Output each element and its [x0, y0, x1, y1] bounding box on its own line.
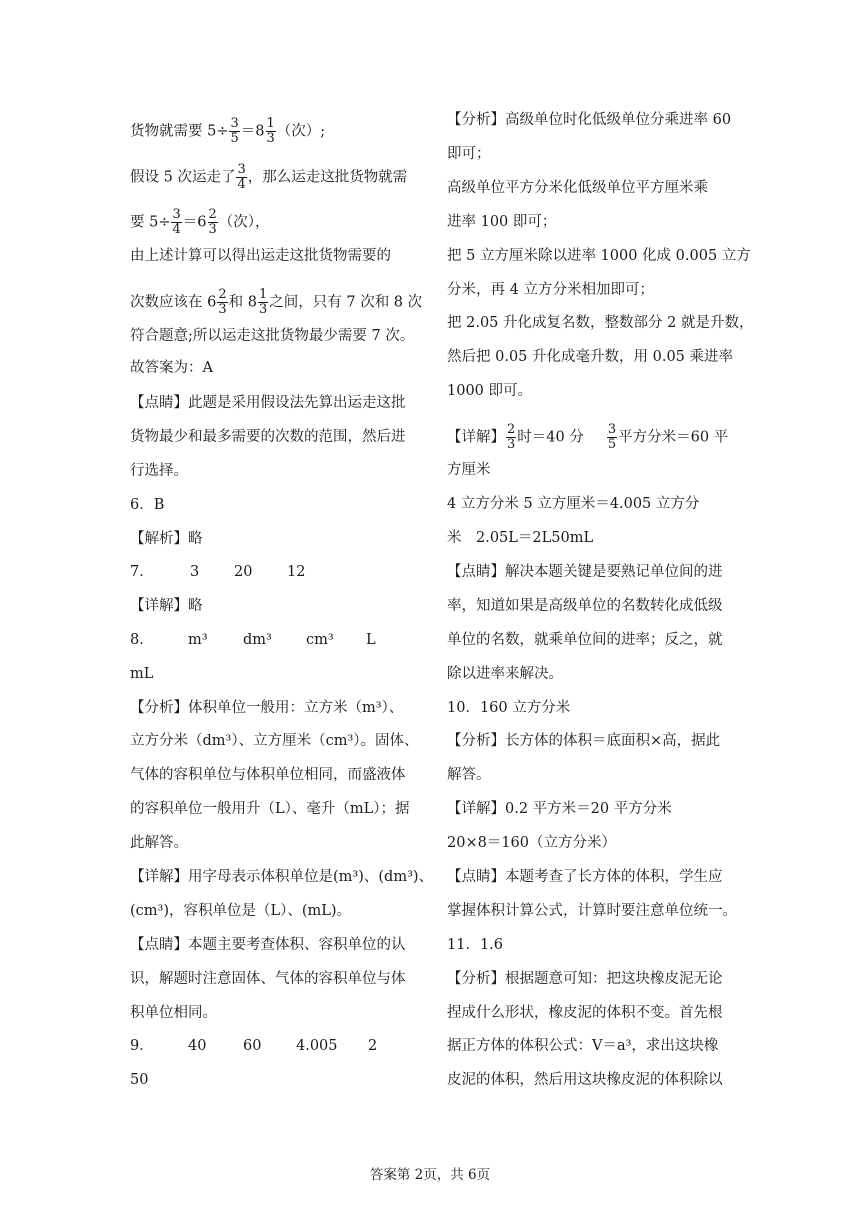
line: 把 2.05 升化成复名数，整数部分 2 就是升数， — [447, 315, 754, 331]
line: 捏成什么形状，橡皮泥的体积不变。首先根 — [447, 1005, 723, 1021]
line: 【详解】用字母表示体积单位是(m³)、(dm³)、 — [130, 869, 434, 885]
line: 4 立方分米 5 立方厘米＝4.005 立方分 — [447, 496, 700, 512]
line: 【详解】略 — [130, 598, 203, 614]
line: 【分析】根据题意可知：把这块橡皮泥无论 — [447, 971, 723, 987]
fraction-3-4: $\frac{3}{4}$ — [172, 207, 181, 237]
line: 【点睛】本题主要考查体积、容积单位的认 — [130, 937, 406, 953]
line: 8． m³ dm³ cm³ L — [130, 632, 376, 648]
fraction-3-5: $\frac{3}{5}$ — [230, 116, 239, 146]
fraction-2-3: $\frac{2}{3}$ — [208, 207, 217, 237]
page-footer: 答案第 2页，共 6页 — [369, 1167, 491, 1183]
line: 即可； — [447, 146, 491, 162]
line: 立方分米（dm³）、立方厘米（cm³）。固体、 — [130, 733, 419, 749]
line: 9． 40 60 4.005 2 — [130, 1038, 378, 1054]
fraction-3-4: $\frac{3}{4}$ — [237, 162, 246, 192]
line: 20×8＝160（立方分米） — [447, 835, 617, 851]
fraction-2-3: $\frac{2}{3}$ — [507, 422, 516, 452]
line: 识，解题时注意固体、气体的容积单位与体 — [130, 971, 406, 987]
line: 【分析】高级单位时化低级单位分乘进率 60 — [447, 112, 732, 128]
line: 要 5÷ $\frac{3}{4}$ ＝6 $\frac{2}{3}$ （次）， — [130, 207, 270, 237]
line: 符合题意;所以运走这批货物最少需要 7 次。 — [130, 328, 415, 344]
line: 1000 即可。 — [447, 383, 533, 399]
line: 高级单位平方分米化低级单位平方厘米乘 — [447, 180, 708, 196]
line: 的容积单位一般用升（L）、毫升（mL）；据 — [130, 801, 410, 817]
line: 把 5 立方厘米除以进率 1000 化成 0.005 立方 — [447, 248, 751, 264]
line: mL — [130, 666, 154, 682]
fraction-1-3: $\frac{1}{3}$ — [258, 287, 268, 317]
line: 解答。 — [447, 767, 491, 783]
fraction-2-3: $\frac{2}{3}$ — [218, 287, 227, 317]
line: 由上述计算可以得出运走这批货物需要的 — [130, 248, 391, 264]
line: 【点睛】此题是采用假设法先算出运走这批 — [130, 395, 406, 411]
line: 此解答。 — [130, 835, 188, 851]
line: 据正方体的体积公式：V＝a³，求出这块橡 — [447, 1038, 719, 1054]
line: 【详解】0.2 平方米＝20 平方分米 — [447, 801, 672, 817]
line: 掌握体积计算公式，计算时要注意单位统一。 — [447, 903, 737, 919]
line: 行选择。 — [130, 463, 188, 479]
line: 然后把 0.05 升化成毫升数，用 0.05 乘进率 — [447, 349, 734, 365]
line: 次数应该在 6 $\frac{2}{3}$ 和 8 $\frac{1}{3}$ 之间，只有 7 次和 8 次 — [130, 287, 423, 317]
line: 方厘米 — [447, 462, 491, 478]
line: (cm³)，容积单位是（L）、(mL)。 — [130, 903, 352, 919]
line: 【详解】 $\frac{2}{3}$ 时＝40 分 $\frac{3}{5}$ 平方分米＝60 平 — [447, 422, 729, 452]
line: 【解析】略 — [130, 531, 203, 547]
line: 米 2.05L＝2L50mL — [447, 530, 594, 546]
fraction-1-3: $\frac{1}{3}$ — [266, 116, 275, 146]
line: 除以进率来解决。 — [447, 666, 563, 682]
line: 分米，再 4 立方分米相加即可； — [447, 282, 654, 298]
line: 皮泥的体积，然后用这块橡皮泥的体积除以 — [447, 1072, 723, 1088]
line: 50 — [130, 1072, 149, 1088]
line: 故答案为：A — [130, 360, 213, 376]
line: 货物最少和最多需要的次数的范围，然后进 — [130, 429, 406, 445]
line: 气体的容积单位与体积单位相同，而盛液体 — [130, 767, 406, 783]
line: 率，知道如果是高级单位的名数转化成低级 — [447, 598, 723, 614]
line: 【分析】体积单位一般用：立方米（m³）、 — [130, 700, 404, 716]
line: 【点睛】解决本题关键是要熟记单位间的进 — [447, 564, 723, 580]
line: 进率 100 即可； — [447, 214, 557, 230]
fraction-3-5: $\frac{3}{5}$ — [607, 422, 617, 452]
line: 11．1.6 — [447, 937, 504, 953]
line: 【点睛】本题考查了长方体的体积，学生应 — [447, 869, 723, 885]
line: 6．B — [130, 497, 165, 513]
line: 货物就需要 5÷ $\frac{3}{5}$ ＝8 $\frac{1}{3}$ （次）; — [130, 116, 326, 146]
line: 【分析】长方体的体积＝底面积×高，据此 — [447, 733, 721, 749]
line: 假设 5 次运走了 $\frac{3}{4}$ ，那么运走这批货物就需 — [130, 162, 408, 192]
line: 单位的名数，就乘单位间的进率；反之，就 — [447, 632, 723, 648]
line: 积单位相同。 — [130, 1005, 217, 1021]
line: 7． 3 20 12 — [130, 564, 306, 580]
line: 10．160 立方分米 — [447, 700, 571, 716]
